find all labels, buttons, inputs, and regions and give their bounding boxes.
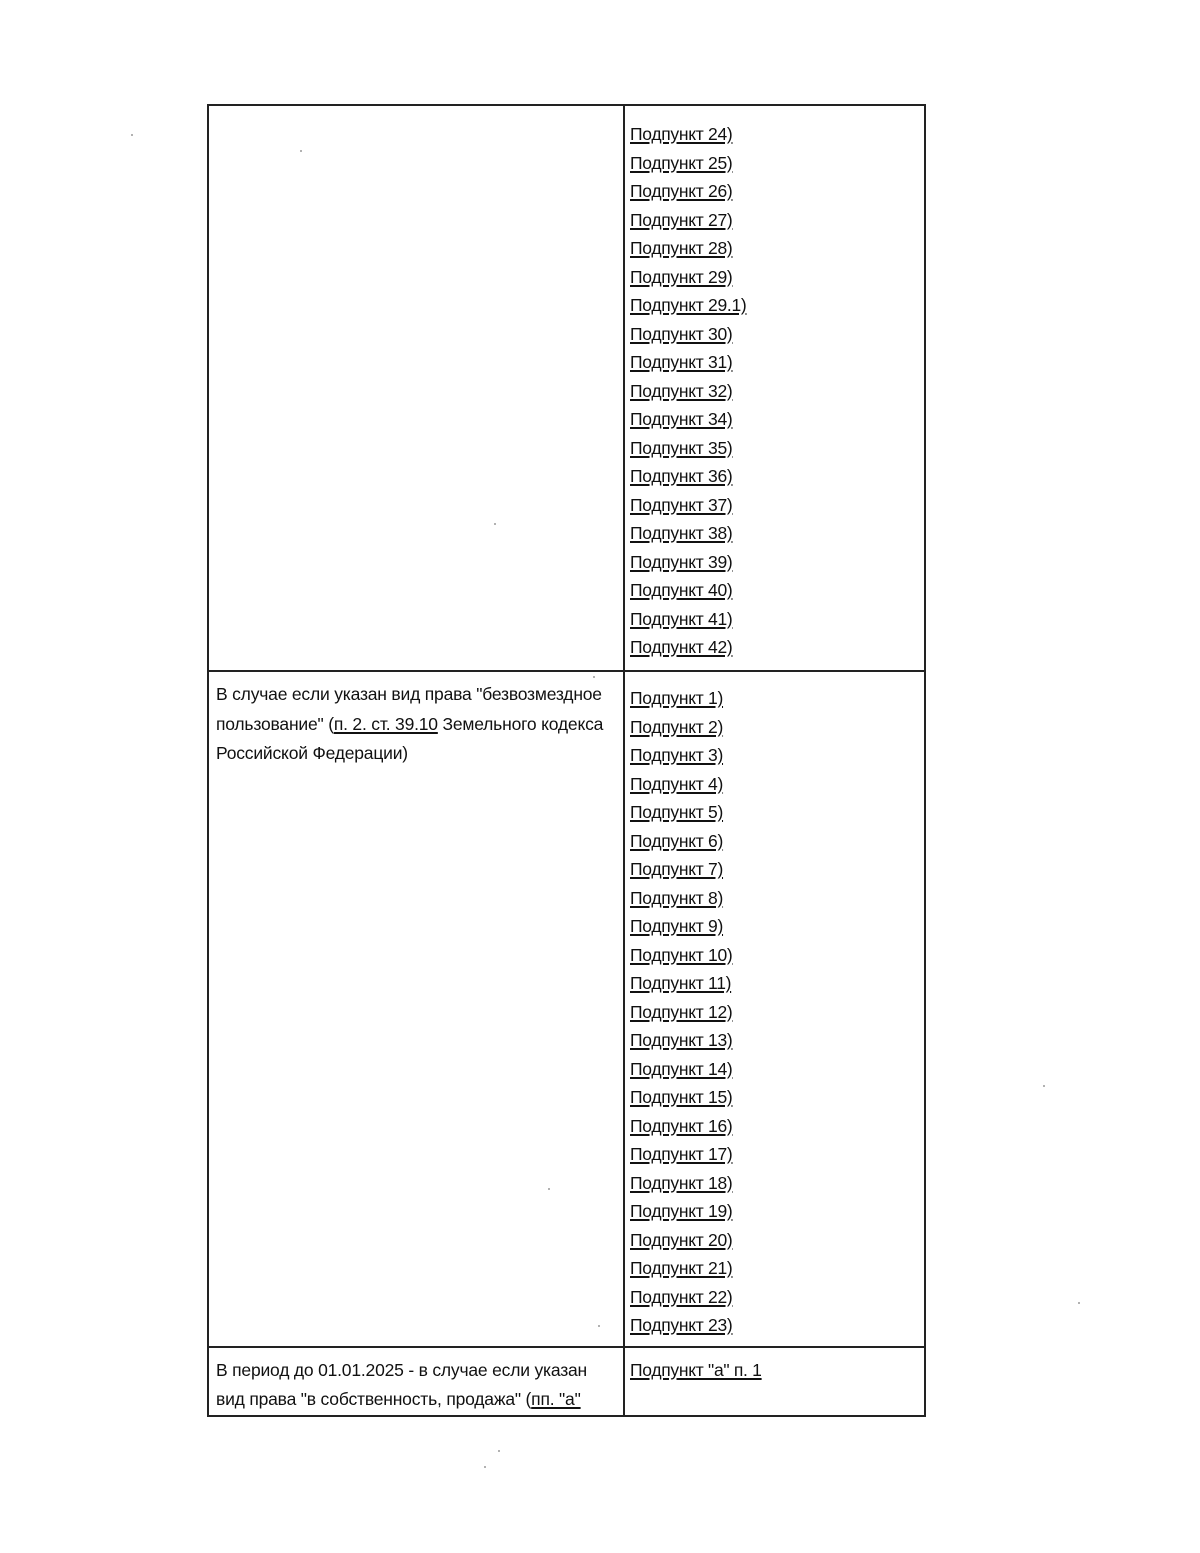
row-1-right-cell — [624, 105, 925, 671]
subpoint-link[interactable]: Подпункт 42) — [630, 637, 733, 657]
subpoint-link[interactable]: Подпункт 1) — [630, 688, 724, 708]
subpoint-link[interactable]: Подпункт 25) — [630, 152, 733, 173]
subpoint-link[interactable]: Подпункт 9) — [630, 916, 724, 936]
subpoint-link[interactable]: Подпункт 3) — [630, 745, 724, 765]
subpoint-link[interactable]: Подпункт 29.1) — [630, 295, 747, 315]
subpoint-link[interactable]: Подпункт 6) — [630, 830, 724, 851]
row-3-left-text — [209, 1348, 623, 1415]
subpoint-link[interactable]: Подпункт 16) — [630, 1115, 733, 1136]
subpoint-link[interactable]: Подпункт 15) — [630, 1087, 733, 1107]
subpoint-link[interactable]: Подпункт 17) — [630, 1144, 733, 1164]
subparagraph-reference-link[interactable]: пп. "а" — [531, 1389, 581, 1409]
legal-table — [207, 104, 926, 1417]
row-3-right-cell — [624, 1347, 925, 1416]
subpoint-link[interactable]: Подпункт 29) — [630, 266, 733, 287]
subpoint-link[interactable]: Подпункт 27) — [630, 209, 733, 230]
row-2-left-text — [209, 672, 623, 769]
subpoint-link[interactable]: Подпункт 31) — [630, 352, 733, 372]
row-1-left-cell — [208, 105, 624, 671]
subpoint-link[interactable]: Подпункт 8) — [630, 887, 724, 908]
subpoint-link[interactable]: Подпункт 18) — [630, 1172, 733, 1193]
scan-speck — [1078, 1302, 1080, 1304]
subpoint-link[interactable]: Подпункт 12) — [630, 1001, 733, 1022]
scan-speck — [300, 150, 302, 152]
subpoint-link[interactable]: Подпункт 2) — [630, 716, 724, 737]
row-2-right-cell — [624, 671, 925, 1347]
subpoint-link[interactable]: Подпункт 5) — [630, 802, 724, 822]
row-1-left-text — [209, 106, 623, 114]
subpoint-link[interactable]: Подпункт 21) — [630, 1258, 733, 1278]
subpoint-link[interactable]: Подпункт 13) — [630, 1030, 733, 1050]
scan-speck — [1043, 1085, 1045, 1087]
scan-speck — [548, 1188, 550, 1190]
subpoint-link[interactable]: Подпункт 36) — [630, 466, 733, 486]
subpoint-link[interactable]: Подпункт 38) — [630, 523, 733, 543]
subpoint-link[interactable]: Подпункт 41) — [630, 608, 733, 629]
scan-speck — [494, 523, 496, 525]
table-row — [208, 105, 925, 671]
subpoint-link[interactable]: Подпункт 35) — [630, 437, 733, 458]
subpoint-link-list — [630, 1356, 918, 1385]
row-2-left-cell — [208, 671, 624, 1347]
table-row — [208, 671, 925, 1347]
subpoint-link-list — [630, 120, 918, 662]
subpoint-link[interactable]: Подпункт 22) — [630, 1286, 733, 1307]
scan-speck — [131, 134, 133, 136]
subpoint-link[interactable]: Подпункт 7) — [630, 859, 724, 879]
subpoint-link[interactable]: Подпункт 40) — [630, 580, 733, 600]
subpoint-link[interactable]: Подпункт 20) — [630, 1229, 733, 1250]
subpoint-link[interactable]: Подпункт 14) — [630, 1058, 733, 1079]
row-2-text-part: Земельного кодекса Российской Федерации) — [216, 713, 604, 763]
scan-speck — [498, 1450, 500, 1452]
row-3-text-part: В период до 01.01.2025 - в случае если указан вид права "в собственность, продажа" ( — [216, 1359, 588, 1409]
scan-speck — [598, 1325, 600, 1327]
subpoint-link[interactable]: Подпункт 10) — [630, 944, 733, 965]
subpoint-link[interactable]: Подпункт 37) — [630, 494, 733, 515]
subpoint-link[interactable]: Подпункт 32) — [630, 380, 733, 401]
subpoint-link[interactable]: Подпункт 24) — [630, 124, 733, 144]
subpoint-link[interactable]: Подпункт 34) — [630, 409, 733, 429]
subpoint-link[interactable]: Подпункт 19) — [630, 1201, 733, 1221]
subpoint-link[interactable]: Подпункт "а" п. 1 — [630, 1359, 762, 1380]
table-row — [208, 1347, 925, 1416]
row-3-left-cell — [208, 1347, 624, 1416]
subpoint-link[interactable]: Подпункт 28) — [630, 238, 733, 258]
article-reference-link[interactable]: п. 2. ст. 39.10 — [333, 713, 438, 734]
subpoint-link[interactable]: Подпункт 4) — [630, 773, 724, 794]
subpoint-link[interactable]: Подпункт 11) — [630, 973, 732, 993]
scan-speck — [484, 1466, 486, 1468]
subpoint-link[interactable]: Подпункт 39) — [630, 551, 733, 572]
subpoint-link[interactable]: Подпункт 30) — [630, 323, 733, 344]
row-2-text-part: В случае если указан вид права "безвозмездное пользование" ( — [216, 684, 602, 734]
subpoint-link[interactable]: Подпункт 26) — [630, 181, 733, 201]
subpoint-link[interactable]: Подпункт 23) — [630, 1315, 733, 1335]
scan-speck — [593, 676, 595, 678]
subpoint-link-list — [630, 684, 918, 1340]
